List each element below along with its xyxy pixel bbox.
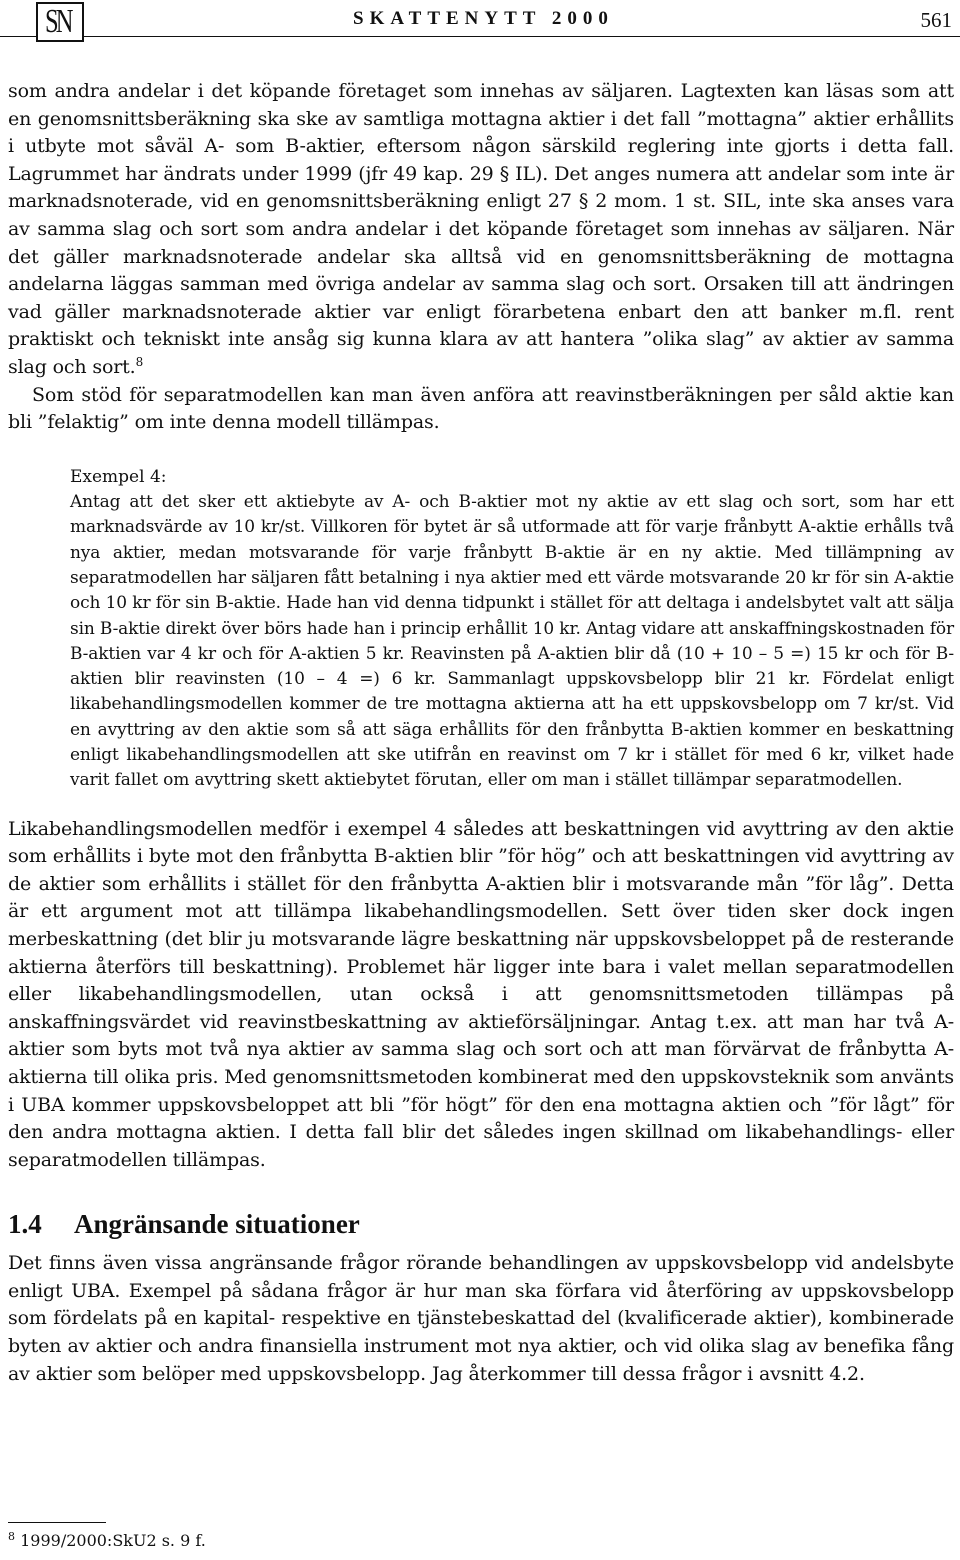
section-heading <box>8 1208 954 1240</box>
footnote-text: 1999/2000:SkU2 s. 9 f. <box>20 1531 206 1550</box>
journal-logo <box>36 2 84 42</box>
journal-title: SKATTENYTT 2000 <box>347 8 620 30</box>
section-title: Angränsande situationer <box>74 1209 360 1240</box>
example-label: Exempel 4: <box>70 466 167 487</box>
footnote-rule <box>8 1522 106 1523</box>
section-number: 1.4 <box>8 1209 42 1240</box>
logo-text: SN <box>45 3 71 40</box>
example-text: Antag att det sker ett aktiebyte av A- och B-aktier mot ny aktie av ett slag och sort, som har ett marknadsvärde av 10 kr/st. Villkoren för bytet är så utformade att för varje frånbytt A-aktie erhålls två nya aktier, medan motsvarande för varje frånbytt B-aktie är en ny aktie. Med tillämpning av separatmodellen har säljaren fått betalning i nya aktier med ett värde motsvarande 20 kr för sin A-aktie och 10 kr för sin B-aktie. Hade han vid denna tidpunkt i stället för att deltaga i andelsbytet valt att sälja sin B-aktie direkt över börs hade han i princip erhållit 10 kr. Antag vidare att anskaffningskostnaden för B-aktien var 4 kr och för A-aktien 5 kr. Reavinsten på A-aktien blir då (10 + 10 – 5 =) 15 kr och för B-aktien blir reavinsten (10 – 4 =) 6 kr. Sammanlagt uppskovsbelopp blir 21 kr. Fördelat enligt likabehandlingsmodellen kommer de tre mottagna aktierna att ha ett uppskovsbelopp om 7 kr/st. Vid en avyttring av den aktie som så att säga erhållits för den frånbytta B-aktien kommer en beskattning enligt likabehandlingsmodellen att ske utifrån en reavinst om 7 kr i stället för med 6 kr, vilket hade varit fallet om avyttring skett aktiebytet förutan, eller om man i stället tillämpar separatmodellen. <box>70 492 954 791</box>
paragraph-1 <box>8 78 954 382</box>
main-content <box>8 78 954 1388</box>
header-rule <box>0 36 960 37</box>
paragraph-2: Som stöd för separatmodellen kan man även anföra att reavinstberäkningen per såld aktie kan bli ”felaktig” om inte denna modell tillämpas. <box>8 383 954 434</box>
paragraph-4: Det finns även vissa angränsande frågor rörande behandlingen av uppskovsbelopp vid andelsbyte enligt UBA. Exempel på sådana frågor är hur man ska förfara vid återföring av uppskovsbelopp som fördelats på en kapital- respektive en tjänstebeskattad del (kvalificerade aktier), kombinerade byten av aktier och andra finansiella instrument mot nya aktier, och vid olika slag av benefika fång av aktier som belöper med uppskovsbelopp. Jag återkommer till dessa frågor i avsnitt 4.2. <box>8 1252 954 1385</box>
footnote <box>8 1530 206 1552</box>
footnote-number: 8 <box>8 1530 15 1543</box>
paragraph-1-text: som andra andelar i det köpande företaget som innehas av säljaren. Lagtexten kan läsas som att en genomsnittsberäkning ska ske av samtliga mottagna aktier i det fall ”mottagna” aktier erhållits i utbyte mot såväl A- som B-aktier, eftersom någon särskild reglering inte gjorts i detta fall. Lagrummet har ändrats under 1999 (jfr 49 kap. 29 § IL). Det anges numera att andelar som inte är marknadsnoterade, vid en genomsnittsberäkning enligt 27 § 2 mom. 1 st. SIL, inte ska anses vara av samma slag och sort som andra andelar i det köpande företaget som innehas av säljaren. När det gäller marknadsnoterade andelar ska alltså vid en genomsnittsberäkning de mottagna andelarna läggas samman med övriga andelar av samma slag och sort. Orsaken till att ändringen vad gäller marknadsnoterade aktier var enligt förarbetena enbart den att banker m.fl. rent praktiskt och tekniskt inte ansåg sig kunna klara av att hantera ”olika slag” av aktier av samma slag och sort. <box>8 80 954 378</box>
page-number: 561 <box>915 8 953 33</box>
example-box <box>70 465 954 794</box>
page-header <box>0 0 960 46</box>
footnote-reference: 8 <box>135 354 144 369</box>
paragraph-3: Likabehandlingsmodellen medför i exempel 4 således att beskattningen vid avyttring av den aktie som erhållits i byte mot den frånbytta B-aktien blir ”för hög” och att beskattningen vid avyttring av de aktier som erhållits i stället för den frånbytta A-aktien blir i motsvarande mån ”för låg”. Detta är ett argument mot att tillämpa likabehandlingsmodellen. Sett över tiden sker dock ingen merbeskattning (det blir ju motsvarande lägre beskattning när uppskovsbeloppet på de resterande aktierna återförs till beskattning). Problemet här ligger inte bara i valet mellan separatmodellen eller likabehandlingsmodellen, utan också i att genomsnittsmetoden tillämpas på anskaffningsvärdet vid reavinstbeskattning av aktieförsäljningar. Antag t.ex. att man har två A-aktier som byts mot två nya aktier av samma slag och sort och att man förvärvat de frånbytta A-aktierna till olika pris. Med genomsnittsmetoden kombinerat med den uppskovsteknik som använts i UBA kommer uppskovsbeloppet att bli ”för högt” för den ena mottagna aktien och ”för lågt” för den andra mottagna aktien. I detta fall blir det således ingen skillnad om likabehandlings- eller separatmodellen tillämpas. <box>8 817 954 1171</box>
